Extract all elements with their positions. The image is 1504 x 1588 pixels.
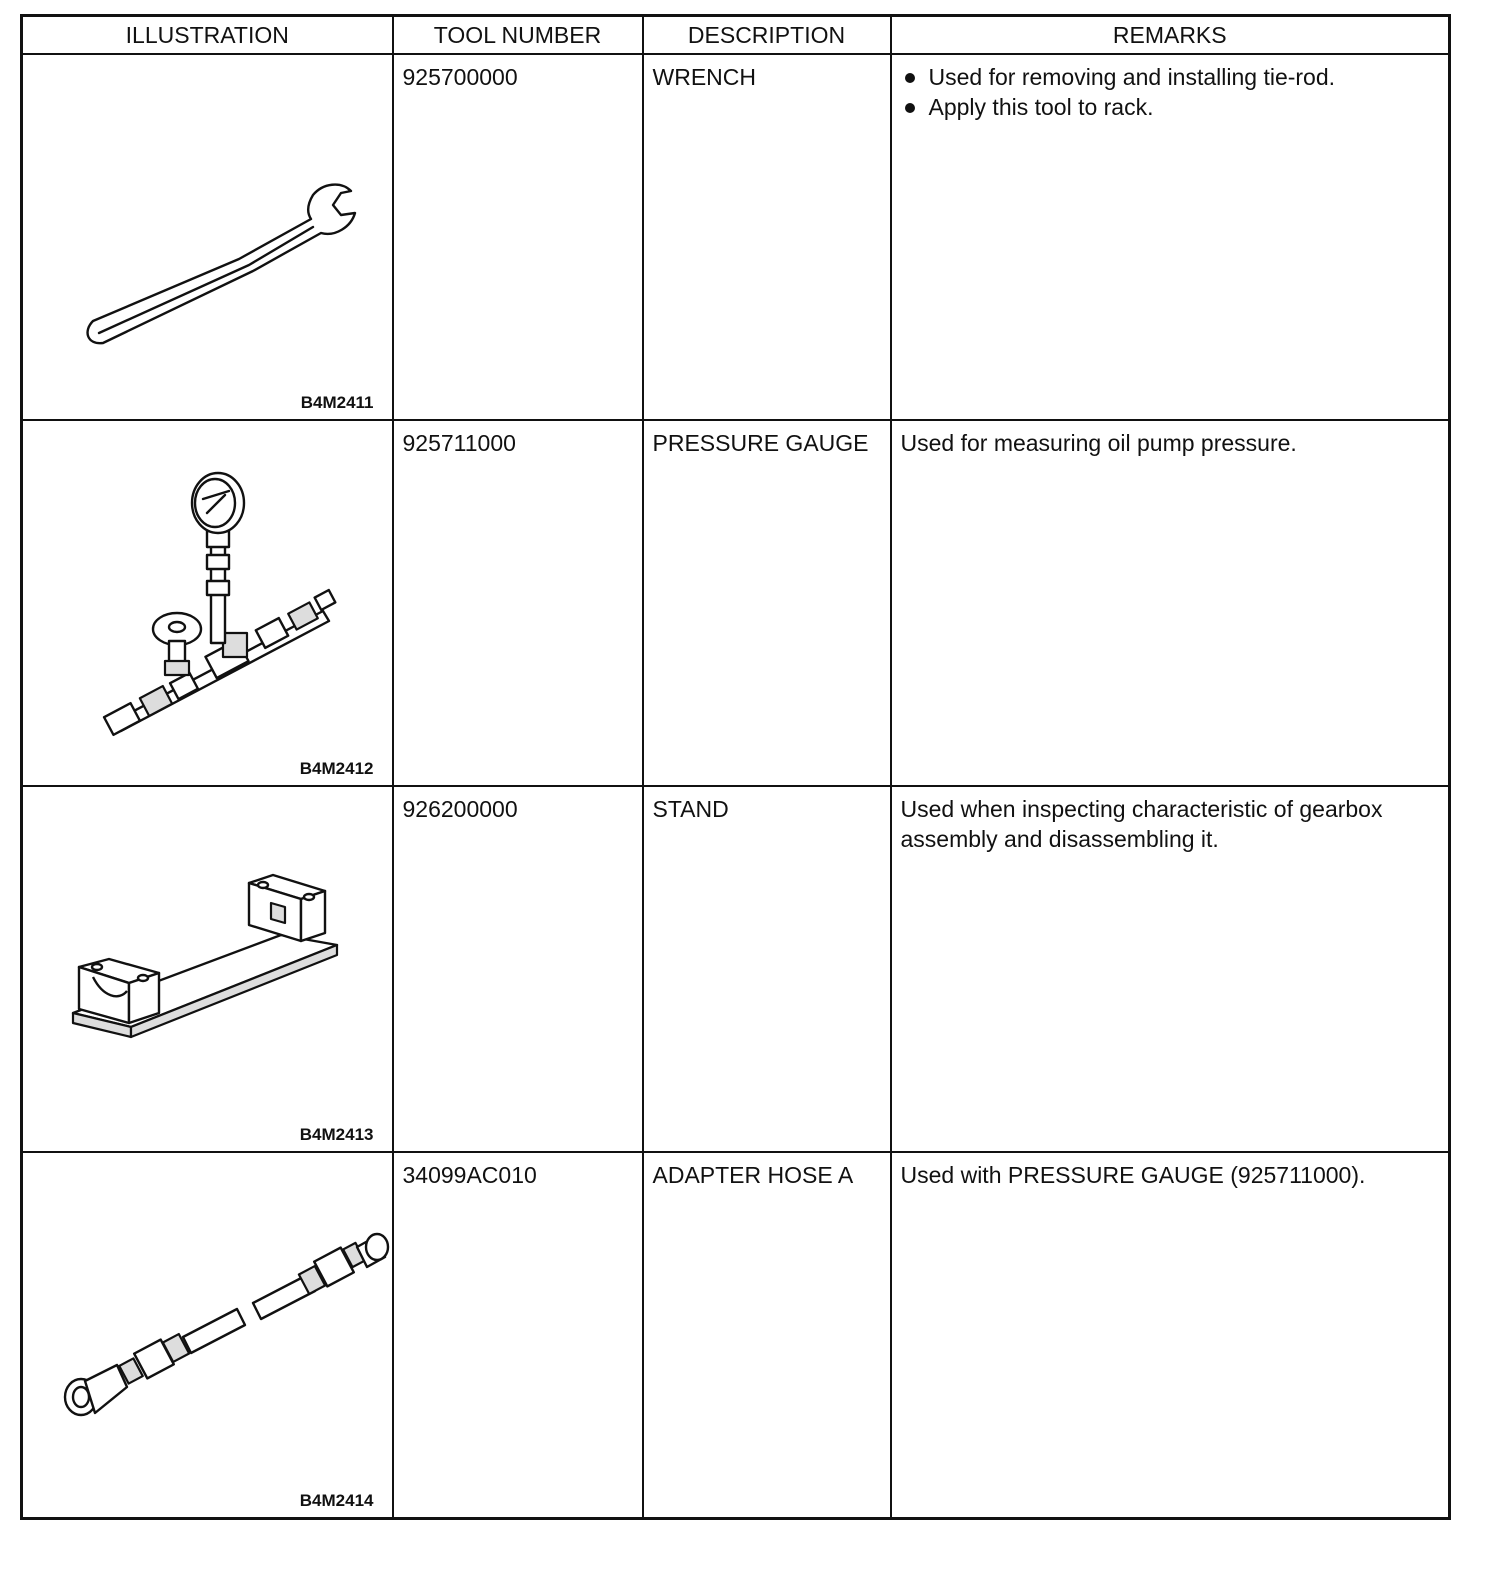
remarks: Used with PRESSURE GAUGE (925711000). [900,1162,1366,1188]
tool-number: 34099AC010 [402,1162,537,1188]
header-illustration: ILLUSTRATION [22,16,393,55]
header-tool-number: TOOL NUMBER [393,16,643,55]
table-row [22,1152,1450,1519]
header-remarks: REMARKS [891,16,1450,55]
illustration-cell [22,786,393,1152]
description: ADAPTER HOSE A [652,1162,854,1188]
tool-number: 925700000 [402,64,518,90]
remarks: Used for measuring oil pump pressure. [900,430,1297,456]
image-code: B4M2413 [299,1125,374,1144]
special-tools-table [20,14,1451,1520]
remark-item: Apply this tool to rack. [901,92,1440,122]
illustration-cell [22,54,393,420]
pressure-gauge-icon [23,421,393,785]
remarks-cell [891,54,1450,420]
tool-number-cell [393,54,643,420]
description-cell [643,420,891,786]
remarks-list [901,62,1440,122]
adapter-hose-icon [23,1153,393,1517]
remarks: Used when inspecting characteristic of gearbox assembly and disassembling it. [900,796,1383,852]
tool-number: 926200000 [402,796,518,822]
description-cell [643,1152,891,1519]
image-code: B4M2412 [299,759,374,778]
header-row [22,16,1450,55]
table-row [22,54,1450,420]
tool-number-cell [393,420,643,786]
remarks-cell [891,1152,1450,1519]
description: STAND [652,796,729,822]
description: PRESSURE GAUGE [652,430,869,456]
tool-number: 925711000 [402,430,516,456]
header-description: DESCRIPTION [643,16,891,55]
remarks-cell [891,420,1450,786]
description-cell [643,786,891,1152]
tool-number-cell [393,786,643,1152]
wrench-icon [23,55,393,419]
description-cell [643,54,891,420]
remarks-cell [891,786,1450,1152]
description: WRENCH [652,64,756,90]
table-row [22,786,1450,1152]
remark-item: Used for removing and installing tie-rod. [901,62,1440,92]
table-row [22,420,1450,786]
illustration-cell [22,1152,393,1519]
illustration-cell [22,420,393,786]
tool-number-cell [393,1152,643,1519]
stand-icon [23,787,393,1151]
image-code: B4M2411 [300,393,374,412]
image-code: B4M2414 [299,1491,374,1510]
